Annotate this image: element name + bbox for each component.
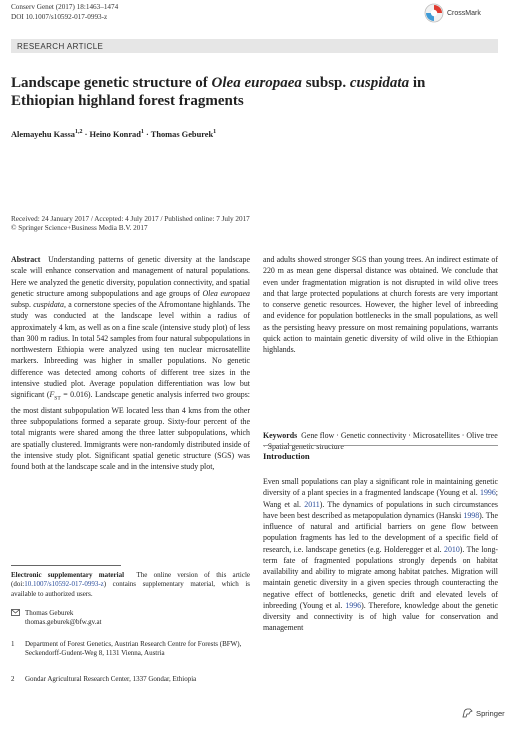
article-title — [11, 74, 431, 110]
abstract-text: Understanding patterns of genetic diversity at the landscape scale will enhance conservation and management of natural populations. Here we analyzed the genetic diversity, population connectivity, and spatial genetic structure among subpopulations and age groups of — [11, 255, 250, 298]
author-separator: · — [82, 129, 90, 139]
history-dates: Received: 24 January 2017 / Accepted: 4 July 2017 / Published online: 7 July 2017 — [11, 215, 250, 223]
abstract-subspecies: cuspidata — [33, 300, 64, 309]
doi-line: DOI 10.1007/s10592-017-0993-z — [11, 13, 108, 21]
keywords-list: Gene flow · Genetic connectivity · Microsatellites · Olive tree · Spatial genetic structure — [263, 431, 498, 452]
abstract-species: Olea europaea — [202, 288, 250, 298]
abstract-text: subsp. — [11, 300, 34, 309]
article-type: RESEARCH ARTICLE — [17, 41, 104, 51]
affiliation-text: Gondar Agricultural Research Center, 1337 Gondar, Ethiopia — [25, 675, 197, 683]
abstract-text: , a cornerstone species of the Afromontane highlands. The study was conducted at the landscape level within a radius of approximately 4 km, as well as on a fine scale (intensive study plot) of less than 300 m radius. In total 542 samples from four natural subpopulations in northwestern Ethiopia were analyzed using ten nuclear microsatellite markers. Inbreeding was higher in smaller populations. No genetic difference was detected among cohorts of different tree sizes in the intensive studied plot. Average population differentiation was low but significant ( — [11, 300, 250, 399]
citation-link[interactable]: 1996 — [480, 488, 496, 498]
author-name[interactable]: Heino Konrad — [89, 129, 141, 139]
abstract-text: and adults showed stronger SGS than young trees. An indirect estimate of 220 m as mean gene dispersal distance was obtained. We conclude that even under fragmentation migration is not disrupted in wild olive trees and that large protected populations at church forests are very important to conserve genetic resources. However, the higher level of inbreeding and evidence for population bottlenecks in the small populations, as well as the persisting heavy pressure on most remaining populations, warrants quick action to maintain genetic diversity of wild olive in the Ethiopian highlands. — [263, 255, 498, 354]
publisher-name: Springer — [476, 708, 505, 718]
affiliation-text: Department of Forest Genetics, Austrian Research Centre for Forests (BFW), Seckendorff-Gudent-Weg 8, 1131 Vienna, Austria — [25, 640, 242, 658]
citation-link[interactable]: 2011 — [304, 499, 320, 509]
intro-text: ). Therefore, knowledge about the genetic diversity and connectivity is of high value for conservation and management — [263, 600, 499, 633]
citation-link[interactable]: 2010 — [444, 544, 460, 554]
title-species: Olea europaea — [211, 75, 302, 91]
section-divider — [263, 445, 498, 446]
introduction-heading: Introduction — [263, 451, 310, 461]
title-subspecies: cuspidata — [349, 75, 410, 91]
mail-icon — [11, 609, 25, 628]
esm-text: The online version of this article (doi: — [11, 571, 251, 589]
abstract-text: = 0.016). Landscape genetic analysis inferred two groups: the most distant subpopulation WE located less than 4 kms from the other three subpopulations formed a separate group. Sixty-four percent of the total migrants were shared among the three latter subpopulations, which are spatially clustered. Immigrants were non-randomly distributed inside of the intensive study plot. Significant spatial genetic structure (SGS) was found both at the landscape scale and in the intensive study plot, — [11, 390, 250, 472]
affiliation-number: 2 — [11, 675, 15, 683]
author-list — [11, 129, 216, 139]
title-text: in Ethiopian highland forest fragments — [11, 75, 426, 109]
contact-name: Thomas Geburek — [25, 609, 74, 617]
abstract-continuation — [263, 254, 498, 355]
author-separator: · — [143, 129, 151, 139]
affiliation-number: 1 — [11, 640, 15, 648]
intro-text: Even small populations can play a significant role in maintaining genetic diversity of a plant species in a fragmented landscape (Young et al. — [263, 477, 498, 498]
keywords — [263, 430, 498, 453]
esm-text: ) contains supplementary material, which is available to authorized users. — [11, 580, 250, 598]
esm-doi-link[interactable]: 10.1007/s10592-017-0993-z — [24, 580, 104, 589]
fst-subscript: ST — [54, 395, 61, 402]
supplementary-note — [11, 571, 250, 599]
springer-horse-icon — [462, 708, 473, 718]
citation-link[interactable]: 1998 — [463, 510, 480, 520]
intro-text: ). The dynamics of populations in such circumstances have been best described as metapopulation dynamics (Hanski — [263, 499, 498, 520]
publication-dates — [11, 215, 250, 234]
author-affiliation-mark: 1 — [140, 129, 144, 135]
article-type-bar — [11, 39, 498, 53]
intro-text: ; Wang et al. — [263, 488, 498, 509]
journal-citation: Conserv Genet (2017) 18:1463–1474 — [11, 3, 119, 11]
author-name[interactable]: Alemayehu Kassa — [11, 129, 75, 139]
footnote-divider — [11, 565, 121, 566]
author-affiliation-mark: 1,2 — [74, 129, 83, 135]
title-text: Landscape genetic structure of — [11, 75, 212, 91]
abstract-heading: Abstract — [11, 255, 41, 264]
corresponding-author — [11, 609, 250, 628]
affiliation-1 — [11, 640, 250, 659]
author-name[interactable]: Thomas Geburek — [150, 129, 214, 139]
contact-email[interactable]: thomas.geburek@bfw.gv.at — [25, 618, 102, 627]
intro-text: ). The long-term fate of fragmented populations strongly depends on habitat availability and ability to migrate among habitat patches. Migration will maintain genetic diversity in a given species through counteracting the negative effect of bottlenecks, genetic drift and elevated levels of inbreeding (Young et al. — [263, 544, 499, 610]
crossmark-icon — [424, 3, 444, 23]
intro-text: ). The influence of natural and artificial barriers on gene flow between population fragments has led to the development of a specific field of research, i.e. landscape genetics (e.g. Holderegger et al. — [263, 510, 498, 554]
citation-link[interactable]: 1996 — [345, 600, 362, 610]
abstract — [11, 254, 250, 472]
fst-symbol: F — [49, 390, 55, 399]
crossmark-label: CrossMark — [447, 9, 481, 17]
crossmark-badge[interactable] — [424, 2, 504, 24]
publisher-logo — [462, 708, 505, 718]
title-text: subsp. — [301, 75, 350, 91]
esm-heading: Electronic supplementary material — [11, 571, 125, 579]
keywords-heading: Keywords — [263, 431, 298, 440]
introduction-body — [263, 476, 498, 634]
copyright-line: © Springer Science+Business Media B.V. 2017 — [11, 224, 148, 233]
author-affiliation-mark: 1 — [213, 129, 217, 135]
affiliation-2 — [11, 675, 250, 684]
